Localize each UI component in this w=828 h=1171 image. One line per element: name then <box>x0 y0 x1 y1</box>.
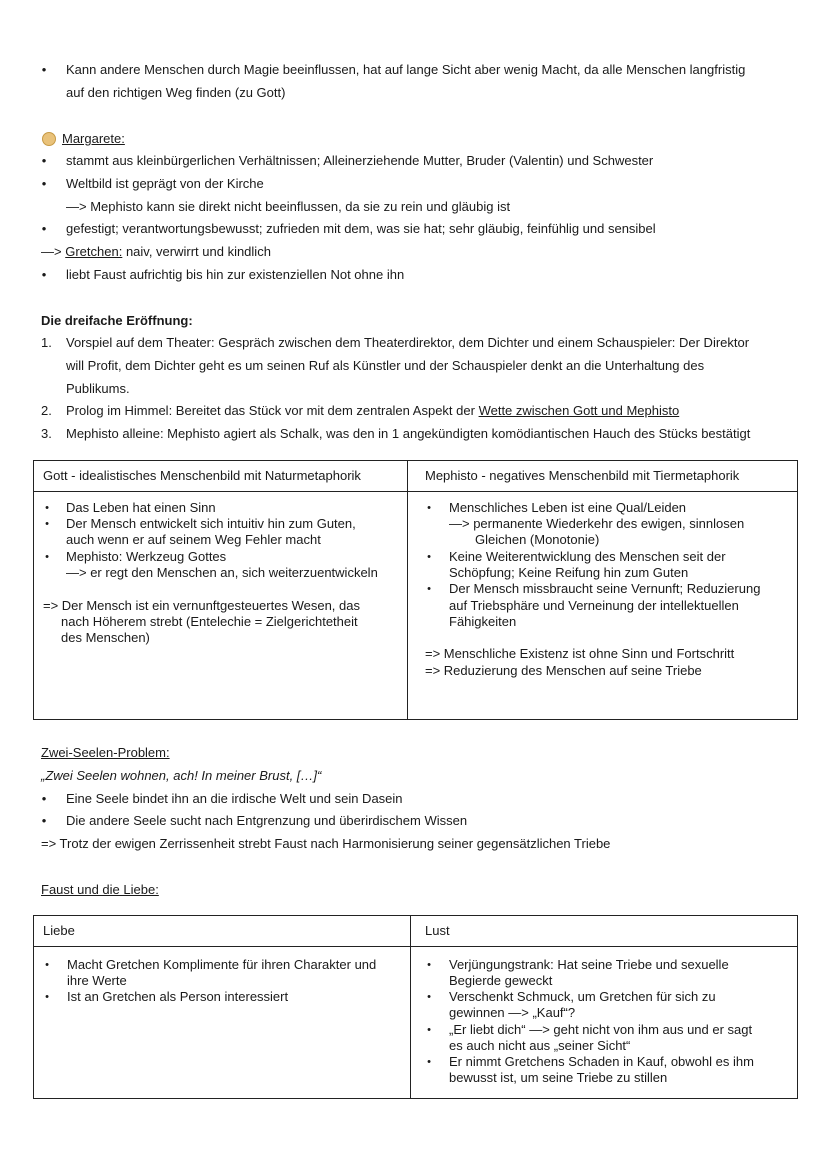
eroeffnung-heading: Die dreifache Eröffnung: <box>41 313 193 328</box>
lust-bullet-3-line-2: es auch nicht aus „seiner Sicht“ <box>449 1038 631 1053</box>
bullet-icon: • <box>45 518 49 530</box>
bullet-icon: • <box>41 176 47 191</box>
liebe-column-header: Liebe <box>43 923 75 938</box>
eroeffnung-item-2-text: Prolog im Himmel: Bereitet das Stück vor mit dem zentralen Aspekt der <box>66 403 475 418</box>
gott-conclusion-line-2: nach Höherem strebt (Entelechie = Zielgerichtetheit <box>61 614 358 629</box>
eroeffnung-item-2 <box>66 403 679 419</box>
bullet-icon: • <box>427 1056 431 1068</box>
gretchen-text: naiv, verwirrt und kindlich <box>125 244 271 259</box>
eroeffnung-item-1-line-3: Publikums. <box>66 381 130 396</box>
mephisto-bullet-1: Menschliches Leben ist eine Qual/Leiden <box>449 500 687 515</box>
arrow-prefix: —> <box>41 244 62 259</box>
margarete-bullet-1: stammt aus kleinbürgerlichen Verhältnissen; Alleinerziehende Mutter, Bruder (Valentin) und Schwester <box>66 153 654 168</box>
table-divider <box>33 946 798 947</box>
woman-face-icon <box>42 132 56 146</box>
zweiseelen-quote: „Zwei Seelen wohnen, ach! In meiner Brust, […]“ <box>41 768 322 783</box>
bullet-icon: • <box>45 551 49 563</box>
margarete-bullet-4: liebt Faust aufrichtig bis hin zur existenziellen Not ohne ihn <box>66 267 405 282</box>
bullet-icon: • <box>427 959 431 971</box>
zweiseelen-bullet-1: Eine Seele bindet ihn an die irdische Welt und sein Dasein <box>66 791 403 806</box>
gott-column-header: Gott - idealistisches Menschenbild mit Naturmetaphorik <box>43 468 361 483</box>
intro-bullet-line-2: auf den richtigen Weg finden (zu Gott) <box>66 85 286 100</box>
mephisto-bullet-1-sub-line-1: —> permanente Wiederkehr des ewigen, sinnlosen <box>449 516 745 531</box>
bullet-icon: • <box>41 267 47 282</box>
lust-bullet-4-line-2: bewusst ist, um seine Triebe zu stillen <box>449 1070 668 1085</box>
bullet-icon: • <box>45 959 49 971</box>
gretchen-label: Gretchen: <box>65 244 123 259</box>
lust-bullet-2-line-2: gewinnen —> „Kauf“? <box>449 1005 576 1020</box>
bullet-icon: • <box>427 991 431 1003</box>
liebe-bullet-2: Ist an Gretchen als Person interessiert <box>67 989 289 1004</box>
lust-bullet-4-line-1: Er nimmt Gretchens Schaden in Kauf, obwohl es ihm <box>449 1054 754 1069</box>
bullet-icon: • <box>41 791 47 806</box>
lust-bullet-3-line-1: „Er liebt dich“ —> geht nicht von ihm aus und er sagt <box>449 1022 753 1037</box>
gretchen-line <box>41 244 271 260</box>
list-number-1: 1. <box>41 335 52 350</box>
mephisto-conclusion-2: => Reduzierung des Menschen auf seine Triebe <box>425 663 702 678</box>
lust-bullet-2-line-1: Verschenkt Schmuck, um Gretchen für sich zu <box>449 989 716 1004</box>
gott-bullet-1: Das Leben hat einen Sinn <box>66 500 216 515</box>
mephisto-bullet-2-line-1: Keine Weiterentwicklung des Menschen seit der <box>449 549 726 564</box>
bullet-icon: • <box>41 813 47 828</box>
lust-bullet-1-line-2: Begierde geweckt <box>449 973 553 988</box>
liebe-bullet-1-line-1: Macht Gretchen Komplimente für ihren Charakter und <box>67 957 377 972</box>
zweiseelen-bullet-2: Die andere Seele sucht nach Entgrenzung und überirdischem Wissen <box>66 813 468 828</box>
gott-bullet-2-line-1: Der Mensch entwickelt sich intuitiv hin zum Guten, <box>66 516 356 531</box>
mephisto-bullet-1-sub-line-2: Gleichen (Monotonie) <box>475 532 600 547</box>
margarete-bullet-2-sub: —> Mephisto kann sie direkt nicht beeinflussen, da sie zu rein und gläubig ist <box>66 199 511 214</box>
liebe-heading: Faust und die Liebe: <box>41 882 159 897</box>
bullet-icon: • <box>41 62 47 77</box>
gott-bullet-3: Mephisto: Werkzeug Gottes <box>66 549 227 564</box>
margarete-bullet-2: Weltbild ist geprägt von der Kirche <box>66 176 264 191</box>
table-divider <box>33 491 798 492</box>
lust-column-header: Lust <box>425 923 450 938</box>
eroeffnung-item-1-line-1: Vorspiel auf dem Theater: Gespräch zwischen dem Theaterdirektor, dem Dichter und einem Schauspieler: Der Direktor <box>66 335 750 350</box>
bullet-icon: • <box>427 551 431 563</box>
mephisto-bullet-3-line-3: Fähigkeiten <box>449 614 517 629</box>
bullet-icon: • <box>427 1024 431 1036</box>
bullet-icon: • <box>45 991 49 1003</box>
wette-link-text: Wette zwischen Gott und Mephisto <box>478 403 680 418</box>
lust-bullet-1-line-1: Verjüngungstrank: Hat seine Triebe und sexuelle <box>449 957 729 972</box>
list-number-3: 3. <box>41 426 52 441</box>
mephisto-bullet-3-line-2: auf Triebsphäre und Verneinung der intellektuellen <box>449 598 739 613</box>
bullet-icon: • <box>427 583 431 595</box>
gott-bullet-2-line-2: auch wenn er auf seinem Weg Fehler macht <box>66 532 321 547</box>
mephisto-column-header: Mephisto - negatives Menschenbild mit Tiermetaphorik <box>425 468 740 483</box>
mephisto-bullet-2-line-2: Schöpfung; Keine Reifung hin zum Guten <box>449 565 689 580</box>
list-number-2: 2. <box>41 403 52 418</box>
eroeffnung-item-3: Mephisto alleine: Mephisto agiert als Schalk, was den in 1 angekündigten komödiantischen Hauch des Stücks bestätigt <box>66 426 751 441</box>
bullet-icon: • <box>41 221 47 236</box>
zweiseelen-conclusion: => Trotz der ewigen Zerrissenheit strebt Faust nach Harmonisierung seiner gegensätzlichen Triebe <box>41 836 611 851</box>
table-divider <box>410 915 411 1099</box>
zweiseelen-heading: Zwei-Seelen-Problem: <box>41 745 170 760</box>
intro-bullet-line-1: Kann andere Menschen durch Magie beeinflussen, hat auf lange Sicht aber wenig Macht, da alle Menschen langfristig <box>66 62 746 77</box>
eroeffnung-item-1-line-2: will Profit, dem Dichter geht es um seinen Ruf als Künstler und der Schauspieler denkt an die Unterhaltung des <box>66 358 705 373</box>
bullet-icon: • <box>41 153 47 168</box>
mephisto-conclusion-1: => Menschliche Existenz ist ohne Sinn und Fortschritt <box>425 646 735 661</box>
gott-conclusion-line-3: des Menschen) <box>61 630 150 645</box>
bullet-icon: • <box>427 502 431 514</box>
margarete-heading: Margarete: <box>62 131 125 146</box>
bullet-icon: • <box>45 502 49 514</box>
gott-bullet-3-sub: —> er regt den Menschen an, sich weiterzuentwickeln <box>66 565 378 580</box>
margarete-bullet-3: gefestigt; verantwortungsbewusst; zufrieden mit dem, was sie hat; sehr gläubig, feinfühlig und sensibel <box>66 221 656 236</box>
liebe-bullet-1-line-2: ihre Werte <box>67 973 127 988</box>
mephisto-bullet-3-line-1: Der Mensch missbraucht seine Vernunft; Reduzierung <box>449 581 761 596</box>
liebe-lust-table <box>33 915 798 1099</box>
table-divider <box>407 460 408 720</box>
gott-conclusion-line-1: => Der Mensch ist ein vernunftgesteuertes Wesen, das <box>43 598 360 613</box>
